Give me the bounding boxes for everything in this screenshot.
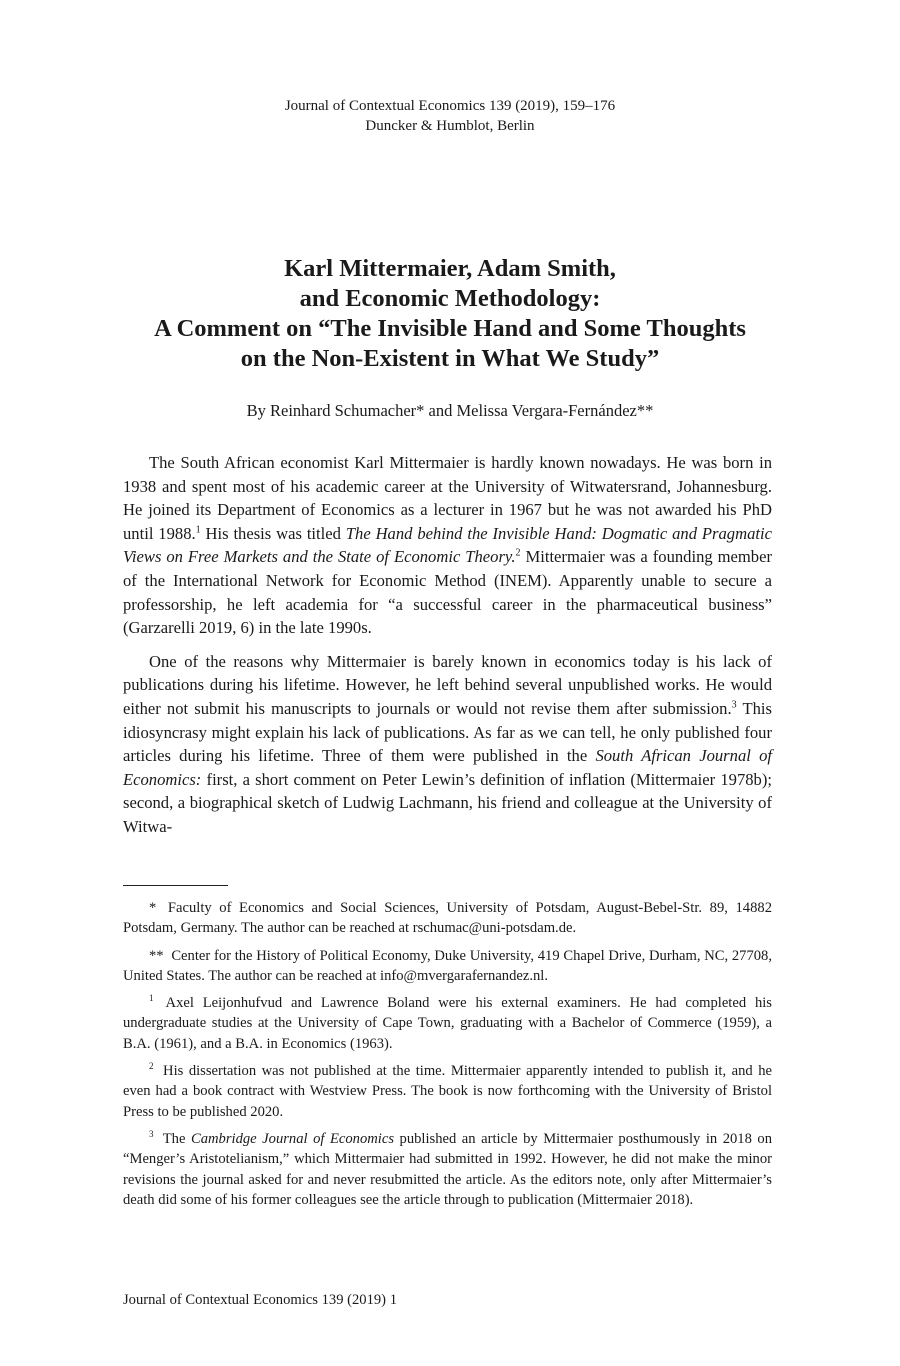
paragraph-1: The South African economist Karl Mittermaier is hardly known nowadays. He was born in 1938 and spent most of his academic career at the University of Witwatersrand, Johannesburg. He joined its Department of Economics as a lecturer in 1967 but he was not awarded his PhD until 1988.$^1$ His thesis was titled The Hand behind the Invisible Hand: Dogmatic and Pragmatic Views on Free Markets and the State of Economic Theory.$^2$ Mittermaier was a founding member of the International Network for Economic Method (INEM). Apparently unable to secure a professorship, he left academia for “a successful career in the pharmaceutical business” (Garzarelli 2019, 6) in the late 1990s. xyxy=(123,453,772,638)
footnote-journal-name: Cambridge Journal of Economics xyxy=(190,1130,395,1147)
article-title xyxy=(100,254,800,374)
title-line-2: and Economic Methodology: xyxy=(299,285,601,312)
footnote-ref-2[interactable]: 2 xyxy=(515,547,521,559)
running-head xyxy=(0,96,900,136)
footnote-ref-1[interactable]: 1 xyxy=(195,524,201,536)
article-body xyxy=(123,451,772,849)
footnote-1: $^1$ Axel Leijonhufvud and Lawrence Boland were his external examiners. He had completed his undergraduate studies at the University of Cape Town, graduating with a Bachelor of Commerce (1959), a B.A. (1961), and a B.A. in Economics (1963). xyxy=(123,993,772,1052)
title-line-4: on the Non-Existent in What We Study” xyxy=(240,345,660,372)
author-byline: By Reinhard Schumacher* and Melissa Vergara-Fernández** xyxy=(246,401,654,420)
title-line-1: Karl Mittermaier, Adam Smith, xyxy=(284,255,616,282)
publisher-line: Duncker & Humblot, Berlin xyxy=(365,118,535,134)
footnote-2: $^2$ His dissertation was not published at the time. Mittermaier apparently intended to publish it, and he even had a book contract with Westview Press. The book is now forthcoming with the University of Bristol Press to be published 2020. xyxy=(123,1061,772,1120)
footnote-doublestar: ** Center for the History of Political Economy, Duke University, 419 Chapel Drive, Durham, NC, 27708, United States. The author can be reached at info@mvergarafernandez.nl. xyxy=(123,947,772,984)
footnote-3: $^3$ The Cambridge Journal of Economics published an article by Mittermaier posthumously in 2018 on “Menger’s Aristotelianism,” which Mittermaier had submitted in 1992. However, he did not make the minor revisions the journal asked for and never resubmitted the article. As the editors note, only after Mittermaier’s death did some of his former colleagues see the article through to publication (Mittermaier 2018). xyxy=(123,1129,773,1208)
footnote-ref-3[interactable]: 3 xyxy=(731,699,737,711)
journal-name: South African Journal of Economics: xyxy=(123,746,773,789)
journal-citation: Journal of Contextual Economics 139 (2019), 159–176 xyxy=(284,98,616,114)
footnote-star: * Faculty of Economics and Social Sciences, University of Potsdam, August-Bebel-Str. 89, 14882 Potsdam, Germany. The author can be reached at rschumac@uni-potsdam.de. xyxy=(123,900,772,937)
footnote-divider xyxy=(123,885,228,886)
title-line-3: A Comment on “The Invisible Hand and Some Thoughts xyxy=(154,315,746,342)
footnotes xyxy=(123,898,772,1217)
thesis-title: The Hand behind the Invisible Hand: Dogmatic and Pragmatic Views on Free Markets and the State of Economic Theory. xyxy=(123,523,772,567)
page-footer: Journal of Contextual Economics 139 (2019) 1 xyxy=(123,1292,397,1308)
paragraph-2: One of the reasons why Mittermaier is barely known in economics today is his lack of publications during his lifetime. However, he left behind several unpublished works. He would either not submit his manuscripts to journals or would not revise them after submission.$^3$ This idiosyncrasy might explain his lack of publications. As far as we can tell, he only published four articles during his lifetime. Three of them were published in the South African Journal of Economics: first, a short comment on Peter Lewin’s definition of inflation (Mittermaier 1978b); second, a biographical sketch of Ludwig Lachmann, his friend and colleague at the University of Witwa- xyxy=(123,651,773,836)
